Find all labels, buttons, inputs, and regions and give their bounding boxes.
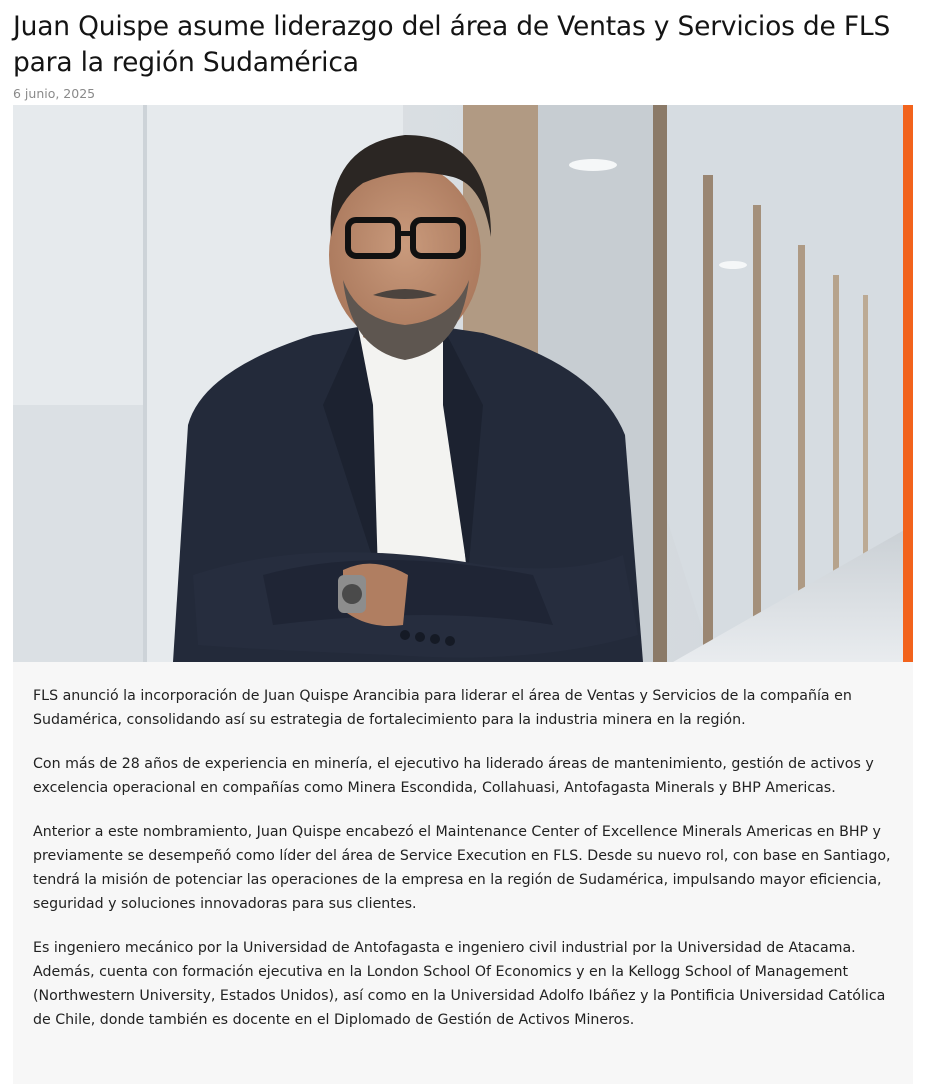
- paragraph-1: FLS anunció la incorporación de Juan Quispe Arancibia para liderar el área de Ventas y Servicios de la compañía en Sudamérica, consolidando así su estrategia de fortalecimiento para la industria minera en la región.: [33, 688, 852, 728]
- paragraph-3: Anterior a este nombramiento, Juan Quispe encabezó el Maintenance Center of Excellence Minerals Americas en BHP y previamente se desempeñó como líder del área de Service Execution en FLS. Desde su nuevo rol, con base en Santiago, tendrá la misión de potenciar las operaciones de la empresa en la región de Sudamérica, impulsando mayor eficiencia, seguridad y soluciones innovadoras para sus clientes.: [33, 824, 891, 912]
- article-title: Juan Quispe asume liderazgo del área de Ventas y Servicios de FLS para la región Sudamérica: [13, 11, 891, 78]
- accent-stripe: [903, 105, 913, 662]
- portrait-illustration: [13, 105, 913, 662]
- paragraph-2: Con más de 28 años de experiencia en minería, el ejecutivo ha liderado áreas de mantenimiento, gestión de activos y excelencia operacional en compañías como Minera Escondida, Collahuasi, Antofagasta Minerals y BHP Americas.: [33, 756, 874, 796]
- article-body: [13, 662, 913, 1084]
- hero-photo: [13, 105, 913, 662]
- article-date: 6 junio, 2025: [13, 86, 96, 101]
- paragraph-4: Es ingeniero mecánico por la Universidad de Antofagasta e ingeniero civil industrial por la Universidad de Atacama. Además, cuenta con formación ejecutiva en la London School Of Economics y en la Kellogg School of Management (Northwestern University, Estados Unidos), así como en la Universidad Adolfo Ibáñez y la Pontificia Universidad Católica de Chile, donde también es docente en el Diplomado de Gestión de Activos Mineros.: [33, 940, 886, 1028]
